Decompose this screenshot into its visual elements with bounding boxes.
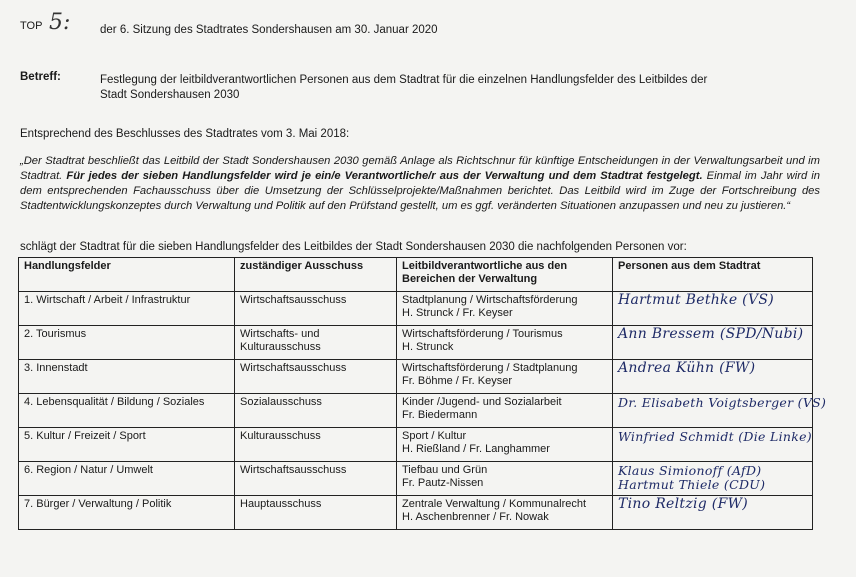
council-person-2: Hartmut Thiele (CDU) xyxy=(618,477,766,492)
proposal-text: schlägt der Stadtrat für die sieben Handlungsfelder des Leitbildes der Stadt Sondershausen 2030 die nachfolgenden Personen vor: xyxy=(20,241,687,253)
council-person: Ann Bressem (SPD/Nubi) xyxy=(618,326,804,342)
admin-persons: Fr. Böhme / Fr. Keyser xyxy=(402,375,513,387)
betreff-line-2: Stadt Sondershausen 2030 xyxy=(100,89,240,101)
intro-text: Entsprechend des Beschlusses des Stadtrates vom 3. Mai 2018: xyxy=(20,128,350,140)
admin-cell xyxy=(397,394,613,428)
admin-cell xyxy=(397,292,613,326)
header-stadtrat: Personen aus dem Stadtrat xyxy=(613,258,813,292)
committee-cell: Hauptausschuss xyxy=(235,496,397,530)
table-row xyxy=(19,326,813,360)
admin-area: Wirtschaftsförderung / Stadtplanung xyxy=(402,362,578,374)
committee-cell: Wirtschaftsausschuss xyxy=(235,462,397,496)
council-cell xyxy=(613,394,827,428)
council-person: Winfried Schmidt (Die Linke) xyxy=(618,429,812,444)
admin-area: Zentrale Verwaltung / Kommunalrecht xyxy=(402,498,587,510)
admin-area: Kinder /Jugend- und Sozialarbeit xyxy=(402,396,562,408)
admin-cell xyxy=(397,428,613,462)
field-cell: 7. Bürger / Verwaltung / Politik xyxy=(19,496,235,530)
resolution-quote xyxy=(20,154,820,214)
table-row xyxy=(19,496,813,530)
top-label: TOP xyxy=(20,20,43,32)
field-cell: 5. Kultur / Freizeit / Sport xyxy=(19,428,235,462)
council-person: Klaus Simionoff (AfD) xyxy=(618,463,762,478)
header-verwaltung: Leitbildverantwortliche aus den Bereichen der Verwaltung xyxy=(397,258,613,292)
table-row xyxy=(19,360,813,394)
council-cell xyxy=(613,326,813,360)
field-cell: 1. Wirtschaft / Arbeit / Infrastruktur xyxy=(19,292,235,326)
committee-cell: Wirtschaftsausschuss xyxy=(235,360,397,394)
council-cell xyxy=(613,360,813,394)
admin-cell xyxy=(397,462,613,496)
admin-persons: H. Strunck xyxy=(402,341,454,353)
top-number: 5: xyxy=(49,10,71,35)
council-person: Hartmut Bethke (VS) xyxy=(618,292,775,308)
table-header-row xyxy=(19,258,813,292)
admin-area: Tiefbau und Grün xyxy=(402,464,488,476)
council-person: Andrea Kühn (FW) xyxy=(618,360,756,376)
committee-cell: Kulturausschuss xyxy=(235,428,397,462)
admin-persons: Fr. Pautz-Nissen xyxy=(402,477,484,489)
quote-part-1: „Der Stadtrat beschließt das Leitbild der Stadt Sondershausen 2030 gemäß Anlage als Richtschnur für künftige Entscheidungen in der Verwaltungsarbeit und im Stadtrat. xyxy=(20,155,820,182)
admin-area: Wirtschaftsförderung / Tourismus xyxy=(402,328,563,340)
table-row xyxy=(19,428,813,462)
admin-cell xyxy=(397,326,613,360)
committee-cell: Wirtschafts- und Kulturausschuss xyxy=(235,326,397,360)
admin-area: Sport / Kultur xyxy=(402,430,467,442)
header-ausschuss: zuständiger Ausschuss xyxy=(235,258,397,292)
admin-persons: H. Rießland / Fr. Langhammer xyxy=(402,443,550,455)
council-cell xyxy=(613,496,813,530)
field-cell: 2. Tourismus xyxy=(19,326,235,360)
session-line: der 6. Sitzung des Stadtrates Sondershausen am 30. Januar 2020 xyxy=(100,24,438,36)
betreff-label: Betreff: xyxy=(20,71,61,83)
field-cell: 4. Lebensqualität / Bildung / Soziales xyxy=(19,394,235,428)
table-row xyxy=(19,292,813,326)
council-cell xyxy=(613,428,813,462)
table-row xyxy=(19,462,813,496)
admin-cell xyxy=(397,360,613,394)
council-cell xyxy=(613,462,813,496)
responsibility-table xyxy=(18,257,827,530)
field-cell: 6. Region / Natur / Umwelt xyxy=(19,462,235,496)
field-cell: 3. Innenstadt xyxy=(19,360,235,394)
council-person: Tino Reltzig (FW) xyxy=(618,496,749,512)
council-cell xyxy=(613,292,813,326)
table-row xyxy=(19,394,813,428)
admin-persons: Fr. Biedermann xyxy=(402,409,478,421)
betreff-text xyxy=(100,73,760,103)
admin-persons: H. Aschenbrenner / Fr. Nowak xyxy=(402,511,549,523)
council-person: Dr. Elisabeth Voigtsberger (VS) xyxy=(618,395,827,410)
committee-cell: Wirtschaftsausschuss xyxy=(235,292,397,326)
betreff-line-1: Festlegung der leitbildverantwortlichen Personen aus dem Stadtrat für die einzelnen Handlungsfelder des Leitbildes der xyxy=(100,74,708,86)
quote-bold: Für jedes der sieben Handlungsfelder wird je ein/e Verantwortliche/r aus der Verwaltung und dem Stadtrat festgelegt. xyxy=(66,170,703,182)
committee-cell: Sozialausschuss xyxy=(235,394,397,428)
admin-cell xyxy=(397,496,613,530)
quote-part-2: Einmal im Jahr wird in dem entsprechenden Fachausschuss über die Umsetzung der Schlüsselprojekte/Maßnahmen berichtet. Das Leitbild wird im Zuge der Fortschreibung des Stadtentwicklungskonzeptes durch Verwaltung und Politik auf den Prüfstand gestellt, um es ggf. veränderten Situationen anzupassen und neu zu justieren.“ xyxy=(20,170,820,212)
admin-persons: H. Strunck / Fr. Keyser xyxy=(402,307,513,319)
admin-area: Stadtplanung / Wirtschaftsförderung xyxy=(402,294,578,306)
header-handlungsfelder: Handlungsfelder xyxy=(19,258,235,292)
